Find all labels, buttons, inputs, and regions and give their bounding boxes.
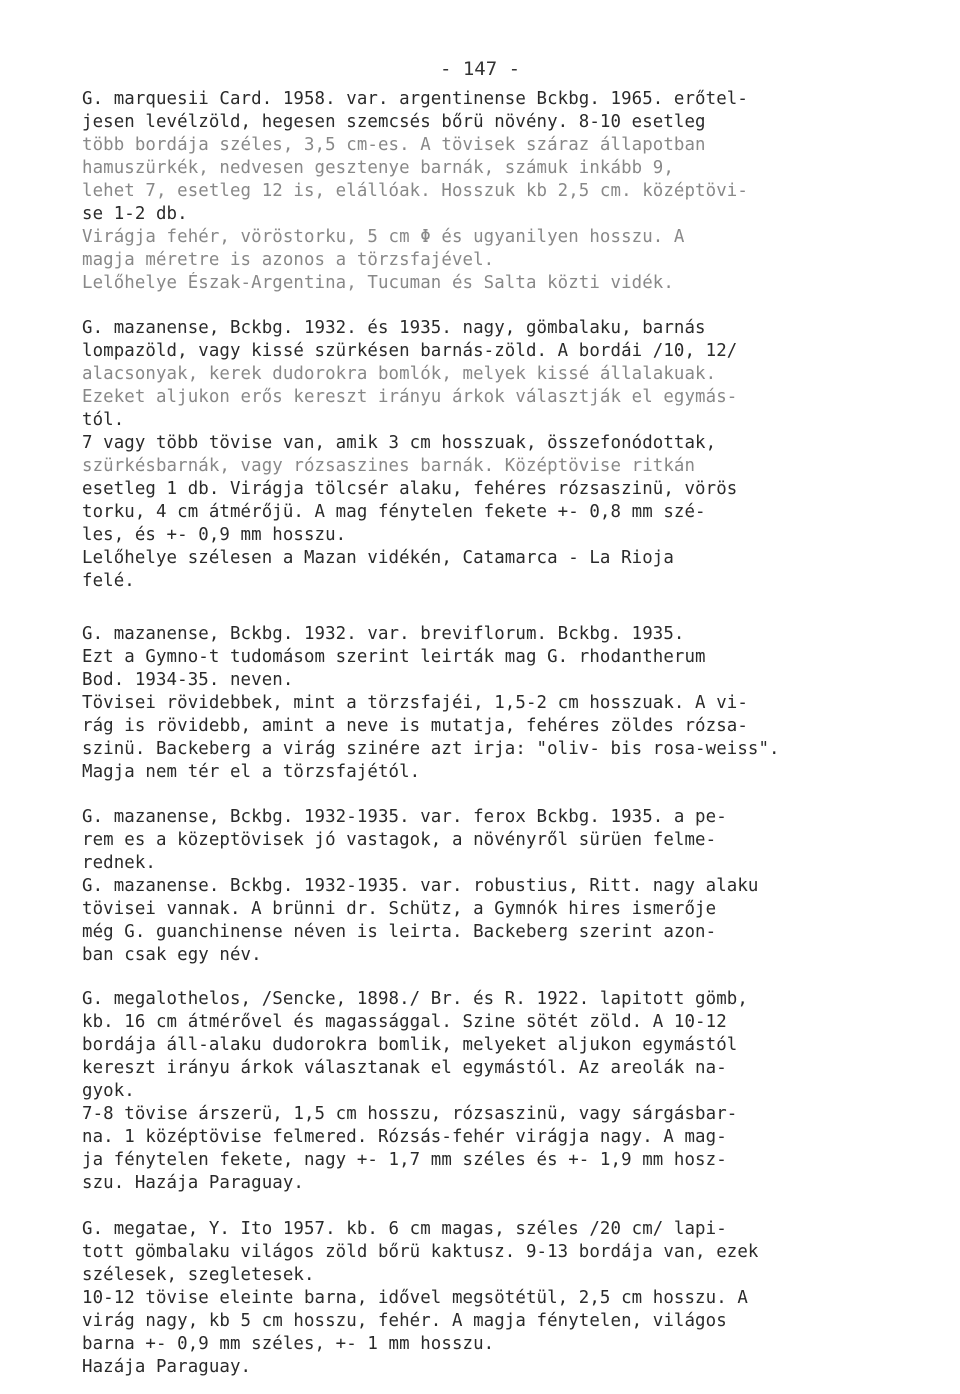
entry-line: G. marquesii Card. 1958. var. argentinense Bckbg. 1965. erőtel-	[82, 89, 748, 109]
entry-line: 7-8 tövise árszerü, 1,5 cm hosszu, rózsaszinü, vagy sárgásbar-	[82, 1104, 738, 1124]
entry-line: szélesek, szegletesek.	[82, 1265, 315, 1285]
entry-line: 10-12 tövise eleinte barna, idővel megsötétül, 2,5 cm hosszu. A	[82, 1288, 748, 1308]
entry-line: G. mazanense, Bckbg. 1932-1935. var. ferox Bckbg. 1935. a pe-	[82, 807, 727, 827]
entry-line: ja fénytelen fekete, nagy +- 1,7 mm széles és +- 1,9 mm hosz-	[82, 1150, 727, 1170]
entry-mazanense-breviflorum	[82, 623, 882, 784]
entry-line: rem es a közeptövisek jó vastagok, a növényről sürüen felme-	[82, 830, 717, 850]
entry-line: se 1-2 db.	[82, 204, 188, 224]
entry-line: Bod. 1934-35. neven.	[82, 670, 294, 690]
entry-line: még G. guanchinense néven is leirta. Backeberg szerint azon-	[82, 922, 717, 942]
entry-line: tövisei vannak. A brünni dr. Schütz, a Gymnók hires ismerője	[82, 899, 717, 919]
entry-line: Tövisei rövidebbek, mint a törzsfajéi, 1,5-2 cm hosszuak. A vi-	[82, 693, 748, 713]
entry-mazanense	[82, 317, 882, 593]
entry-line: esetleg 1 db. Virágja tölcsér alaku, fehéres rózsaszinü, vörös	[82, 479, 738, 499]
entry-line: rág is rövidebb, amint a neve is mutatja, fehéres zöldes rózsa-	[82, 716, 748, 736]
entry-line: jesen levélzöld, hegesen szemcsés bőrü növény. 8-10 esetleg	[82, 112, 706, 132]
page-number: - 147 -	[439, 58, 521, 80]
entry-line: G. megatae, Y. Ito 1957. kb. 6 cm magas, széles /20 cm/ lapi-	[82, 1219, 727, 1239]
entry-line: magja méretre is azonos a törzsfajével.	[82, 250, 495, 270]
entry-line: szürkésbarnák, vagy rózsaszines barnák. Középtövise ritkán	[82, 456, 696, 476]
entry-line: szu. Hazája Paraguay.	[82, 1173, 304, 1193]
entry-line: ban csak egy név.	[82, 945, 262, 965]
entry-line: Ezt a Gymno-t tudomásom szerint leirták mag G. rhodantherum	[82, 647, 706, 667]
entry-line: torku, 4 cm átmérőjü. A mag fénytelen fekete +- 0,8 mm szé-	[82, 502, 706, 522]
entry-megalothelos	[82, 988, 882, 1195]
entry-line: gyok.	[82, 1081, 135, 1101]
entry-line: G. mazanense, Bckbg. 1932. var. breviflorum. Bckbg. 1935.	[82, 624, 685, 644]
entry-line: hamuszürkék, nedvesen gesztenye barnák, számuk inkább 9,	[82, 158, 674, 178]
entry-line: barna +- 0,9 mm széles, +- 1 mm hosszu.	[82, 1334, 495, 1354]
entry-line: na. 1 középtövise felmered. Rózsás-fehér virágja nagy. A mag-	[82, 1127, 727, 1147]
entry-line: lompazöld, vagy kissé szürkésen barnás-zöld. A bordái /10, 12/	[82, 341, 738, 361]
entry-line: Hazája Paraguay.	[82, 1357, 252, 1377]
entry-line: szinü. Backeberg a virág szinére azt irja: "oliv- bis rosa-weiss".	[82, 739, 780, 759]
entry-line: felé.	[82, 571, 135, 591]
entry-megatae	[82, 1218, 882, 1379]
entry-line: tól.	[82, 410, 125, 430]
entry-line: Magja nem tér el a törzsfajétól.	[82, 762, 421, 782]
entry-line: alacsonyak, kerek dudorokra bomlók, melyek kissé állalakuak.	[82, 364, 717, 384]
entry-line: Lelőhelye Észak-Argentina, Tucuman és Salta közti vidék.	[82, 273, 674, 293]
entry-line: Lelőhelye szélesen a Mazan vidékén, Catamarca - La Rioja	[82, 548, 674, 568]
entry-line: virág nagy, kb 5 cm hosszu, fehér. A magja fénytelen, világos	[82, 1311, 727, 1331]
entry-mazanense-ferox	[82, 806, 882, 967]
entry-line: több bordája széles, 3,5 cm-es. A tövisek száraz állapotban	[82, 135, 706, 155]
entry-line: les, és +- 0,9 mm hosszu.	[82, 525, 347, 545]
entry-line: kb. 16 cm átmérővel és magassággal. Szine sötét zöld. A 10-12	[82, 1012, 727, 1032]
entry-line: rednek.	[82, 853, 156, 873]
entry-line: Ezeket aljukon erős kereszt irányu árkok választják el egymás-	[82, 387, 738, 407]
entry-line: tott gömbalaku világos zöld bőrü kaktusz. 9-13 bordája van, ezek	[82, 1242, 759, 1262]
entry-line: G. mazanense, Bckbg. 1932. és 1935. nagy, gömbalaku, barnás	[82, 318, 706, 338]
entry-line: Virágja fehér, vöröstorku, 5 cm Φ és ugyanilyen hosszu. A	[82, 227, 685, 247]
entry-line: 7 vagy több tövise van, amik 3 cm hosszuak, összefonódottak,	[82, 433, 717, 453]
entry-marquesii	[82, 88, 882, 295]
entry-line: lehet 7, esetleg 12 is, elállóak. Hosszuk kb 2,5 cm. középtövi-	[82, 181, 748, 201]
entry-line: kereszt irányu árkok választanak el egymástól. Az areolák na-	[82, 1058, 727, 1078]
entry-line: bordája áll-alaku dudorokra bomlik, melyeket aljukon egymástól	[82, 1035, 738, 1055]
entry-line: G. mazanense. Bckbg. 1932-1935. var. robustius, Ritt. nagy alaku	[82, 876, 759, 896]
entry-line: G. megalothelos, /Sencke, 1898./ Br. és R. 1922. lapitott gömb,	[82, 989, 748, 1009]
